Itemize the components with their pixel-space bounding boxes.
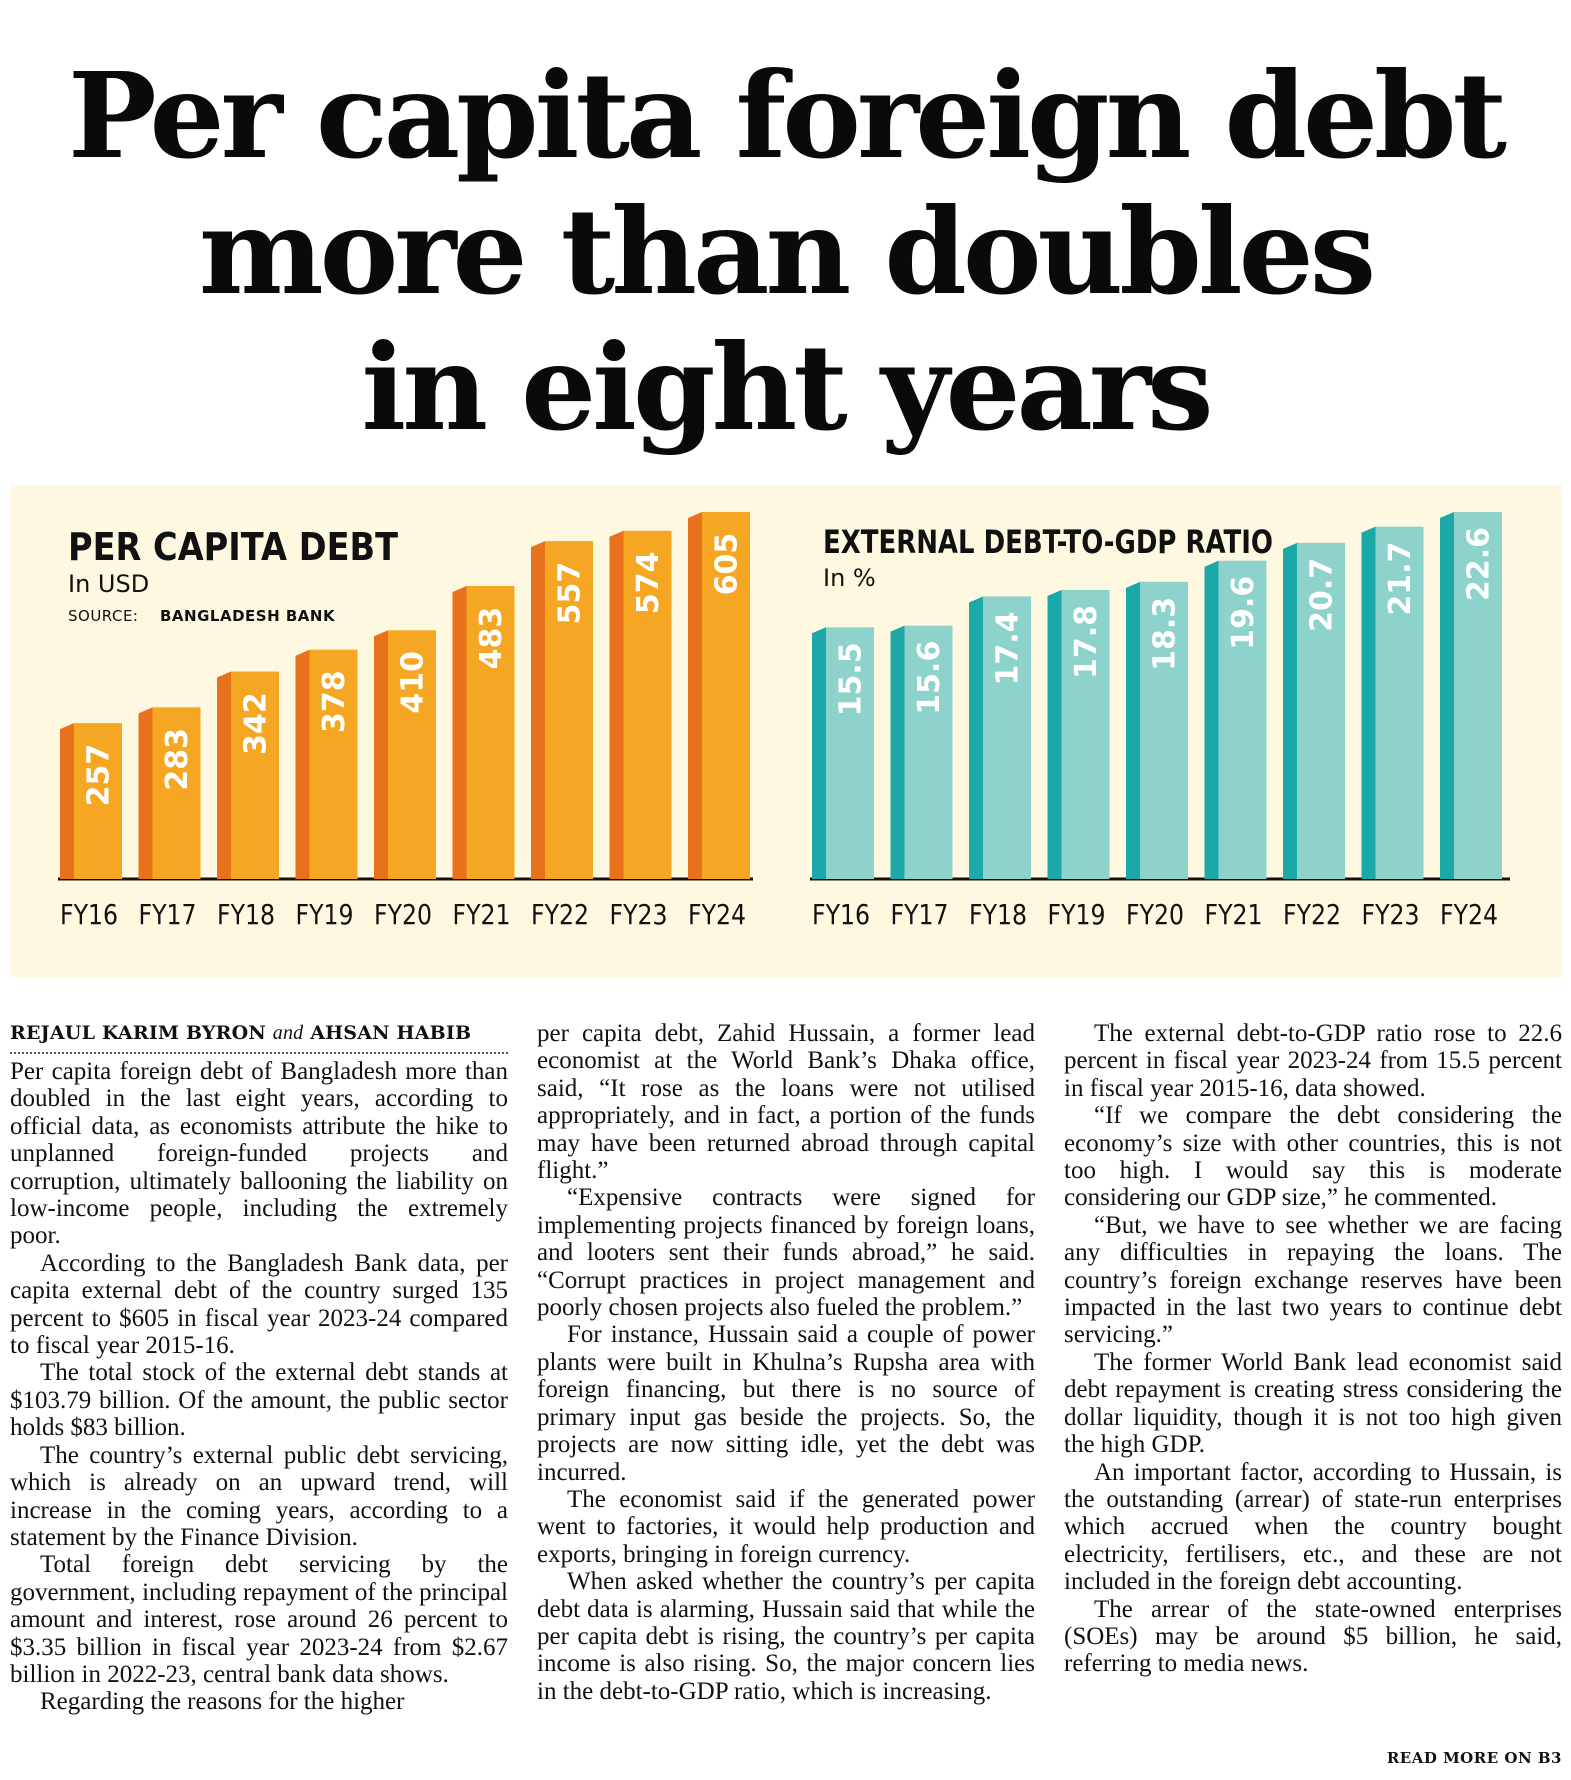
headline-line-2: more than doubles	[198, 182, 1373, 321]
bar-value-label: 410	[395, 650, 431, 714]
paragraph: The former World Bank lead economist said debt repayment is creating stress considering the dollar liquidity, though it is not too high given the high GDP.	[1064, 1348, 1562, 1459]
bar-side	[610, 531, 624, 879]
byline	[10, 1020, 508, 1054]
bar-value-label: 17.8	[1069, 604, 1104, 679]
bar-value-label: 19.6	[1226, 575, 1261, 650]
paragraph: For instance, Hussain said a couple of power plants were built in Khulna’s Rupsha area with foreign financing, but there is no source of primary input gas beside the projects. So, the projects are now sitting idle, yet the debt was incurred.	[537, 1321, 1035, 1486]
paragraph: Total foreign debt servicing by the government, including repayment of the principal amount and interest, rose around 26 percent to $3.35 billion in fiscal year 2023-24 from $2.67 billion in 2022-23, central bank data shows.	[10, 1551, 508, 1688]
bar-value-label: 22.6	[1461, 526, 1497, 602]
bar-side	[812, 627, 826, 879]
bar-value-label: 17.4	[990, 611, 1026, 686]
bar-side	[60, 723, 74, 879]
bar-value-label: 15.5	[833, 642, 869, 717]
headline-line-1: Per capita foreign debt	[67, 46, 1504, 185]
bar-value-label: 378	[317, 670, 352, 734]
x-tick-label: FY24	[1440, 898, 1498, 931]
headline-line-3: in eight years	[361, 318, 1210, 457]
paragraph: The country’s external public debt servicing, which is already on an upward trend, will increase in the coming years, according to a statement by the Finance Division.	[10, 1441, 508, 1551]
bar-value-label: 574	[631, 551, 666, 615]
bar-side	[1283, 543, 1297, 879]
chart-title-per-capita: PER CAPITA DEBT	[68, 525, 399, 569]
byline-and: and	[272, 1022, 304, 1044]
x-tick-label: FY18	[217, 898, 275, 931]
chart-subtitle-debt-to-gdp: In %	[823, 564, 876, 592]
charts-svg	[10, 485, 1562, 977]
bar-side	[217, 672, 231, 879]
x-tick-label: FY18	[969, 898, 1027, 931]
x-tick-label: FY17	[138, 898, 197, 931]
bar-side	[453, 586, 467, 879]
x-tick-label: FY19	[295, 898, 354, 931]
chart-title-debt-to-gdp: EXTERNAL DEBT-TO-GDP RATIO	[823, 523, 1273, 561]
article-column-2	[537, 1020, 1035, 1705]
chart-source-label: SOURCE:	[68, 607, 139, 625]
bar-side	[969, 596, 983, 879]
bar-side	[374, 630, 388, 879]
bar-value-label: 605	[709, 532, 745, 596]
bar-side	[1126, 582, 1140, 879]
x-tick-label: FY16	[60, 898, 118, 931]
paragraph: When asked whether the country’s per capita debt data is alarming, Hussain said that while the per capita debt is rising, the country’s per capita income is also rising. So, the major concern lies in the debt-to-GDP ratio, which is increasing.	[537, 1568, 1035, 1705]
x-tick-label: FY20	[1126, 898, 1184, 931]
x-tick-label: FY20	[374, 898, 432, 931]
article-column-3	[1064, 1020, 1562, 1678]
read-more-link[interactable]: READ MORE ON B3	[1386, 1748, 1562, 1767]
bar-value-label: 20.7	[1304, 557, 1340, 632]
paragraph: Regarding the reasons for the higher	[40, 1688, 405, 1716]
paragraph: The economist said if the generated power went to factories, it would help production and exports, bringing in foreign currency.	[537, 1485, 1035, 1568]
x-tick-label: FY23	[609, 898, 668, 931]
x-tick-label: FY21	[1204, 898, 1263, 931]
headline	[20, 48, 1551, 456]
chart-panel	[10, 485, 1562, 977]
bar-side	[688, 512, 702, 879]
paragraph: Per capita foreign debt of Bangladesh more than doubled in the last eight years, according to official data, as economists attribute the hike to unplanned foreign-funded projects and corruption, ultimately ballooning the liability on low-income people, including the extremely poor.	[10, 1058, 508, 1250]
chart-subtitle-per-capita: In USD	[68, 570, 150, 598]
per-capita-bars	[58, 512, 753, 931]
bar-side	[1048, 590, 1062, 879]
x-tick-label: FY22	[1283, 898, 1341, 931]
x-tick-label: FY22	[531, 898, 589, 931]
x-tick-label: FY23	[1361, 898, 1420, 931]
bar-side	[1205, 561, 1219, 879]
paragraph: The arrear of the state-owned enterprises (SOEs) may be around $5 billion, he said, referring to media news.	[1064, 1595, 1562, 1678]
paragraph: According to the Bangladesh Bank data, per capita external debt of the country surged 135 percent to $605 in fiscal year 2023-24 compared to fiscal year 2015-16.	[10, 1249, 508, 1360]
article-column-1	[10, 1020, 508, 1716]
bar-value-label: 257	[81, 743, 117, 807]
bar-value-label: 15.6	[912, 640, 947, 715]
bar-side	[1440, 512, 1454, 879]
bar-side	[531, 541, 545, 879]
bar-value-label: 21.7	[1383, 541, 1418, 616]
bar-value-label: 18.3	[1147, 596, 1183, 671]
bar-value-label: 557	[552, 561, 588, 625]
x-tick-label: FY17	[890, 898, 949, 931]
bar-side	[891, 626, 905, 879]
paragraph: “Expensive contracts were signed for implementing projects financed by foreign loans, and looters sent their funds abroad,” he said. “Corrupt practices in project management and poorly chosen projects also fueled the problem.”	[537, 1184, 1035, 1322]
byline-author-1: REJAUL KARIM BYRON	[10, 1022, 266, 1044]
paragraph: “But, we have to see whether we are facing any difficulties in repaying the loans. The country’s foreign exchange reserves have been impacted in the last two years to continue debt servicing.”	[1064, 1211, 1562, 1349]
x-tick-label: FY21	[452, 898, 511, 931]
chart-source-name: BANGLADESH BANK	[160, 607, 336, 625]
article	[10, 1020, 1562, 1772]
bar-value-label: 342	[238, 692, 274, 755]
bar-side	[139, 707, 153, 879]
bar-side	[296, 650, 310, 879]
debt-to-gdp-bars	[810, 512, 1510, 931]
byline-author-2: AHSAN HABIB	[310, 1022, 472, 1044]
x-tick-label: FY19	[1047, 898, 1106, 931]
x-tick-label: FY24	[688, 898, 746, 931]
bar-value-label: 483	[474, 606, 509, 670]
paragraph: “If we compare the debt considering the economy’s size with other countries, this is not too high. I would say this is moderate considering our GDP size,” he commented.	[1064, 1102, 1562, 1212]
bar-value-label: 283	[160, 728, 195, 791]
paragraph: per capita debt, Zahid Hussain, a former lead economist at the World Bank’s Dhaka office, said, “It rose as the loans were not utilised appropriately, and in fact, a portion of the funds may have been returned abroad through capital flight.”	[537, 1020, 1035, 1185]
x-tick-label: FY16	[812, 898, 870, 931]
paragraph: An important factor, according to Hussain, is the outstanding (arrear) of state-run enterprises which accrued when the country bought electricity, fertilisers, etc., and these are not included in the foreign debt accounting.	[1064, 1458, 1562, 1596]
paragraph: The total stock of the external debt stands at $103.79 billion. Of the amount, the public sector holds $83 billion.	[10, 1359, 508, 1442]
paragraph: The external debt-to-GDP ratio rose to 22.6 percent in fiscal year 2023-24 from 15.5 percent in fiscal year 2015-16, data showed.	[1064, 1020, 1562, 1102]
bar-side	[1362, 527, 1376, 879]
